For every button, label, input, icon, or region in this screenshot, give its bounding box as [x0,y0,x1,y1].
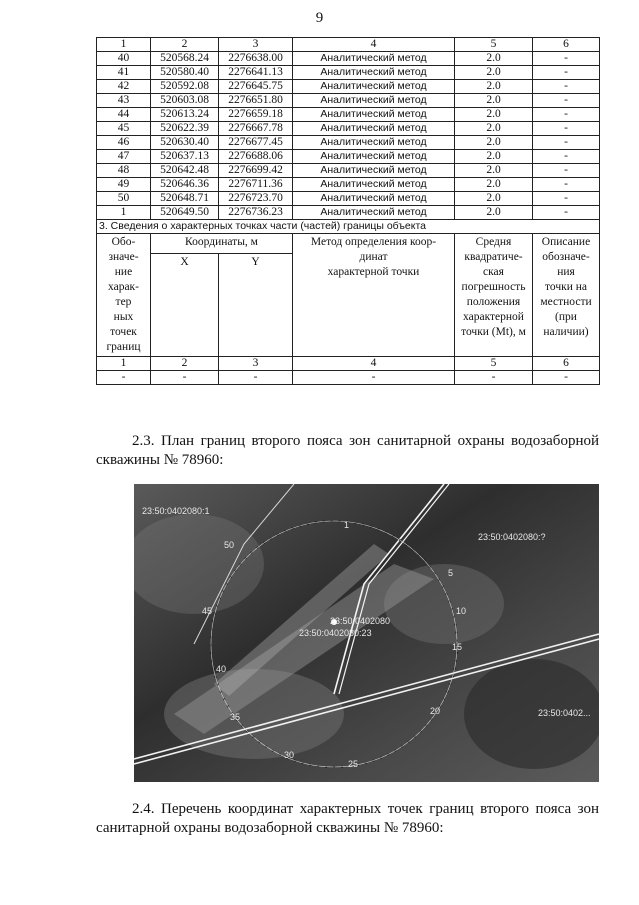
table-row [97,150,600,164]
coordinate-y-cell: 2276711.36 [219,178,293,192]
header-description: Описание обозначе- ния точки на местности (при наличии) [533,234,600,357]
column-number: 3 [219,38,293,52]
point-number-cell: 50 [97,192,151,206]
description-cell: - [533,94,600,108]
point-number-cell: 44 [97,108,151,122]
table-cell: - [293,371,455,385]
error-value-cell: 2.0 [455,136,533,150]
coordinate-y-cell: 2276699.42 [219,164,293,178]
coordinate-x-cell: 520622.39 [151,122,219,136]
table-row [97,94,600,108]
column-number: 5 [455,357,533,371]
parcel-label: 23:50:0402080:23 [299,628,372,638]
error-value-cell: 2.0 [455,108,533,122]
parcel-label: 23:50:0402... [538,708,591,718]
coordinate-y-cell: 2276723.70 [219,192,293,206]
point-number-label: 5 [448,568,454,578]
method-cell: Аналитический метод [293,150,455,164]
method-cell: Аналитический метод [293,52,455,66]
description-cell: - [533,136,600,150]
point-number-label: 10 [456,606,467,616]
coordinate-x-cell: 520613.24 [151,108,219,122]
error-value-cell: 2.0 [455,192,533,206]
column-number: 5 [455,38,533,52]
description-cell: - [533,164,600,178]
coordinate-y-cell: 2276641.13 [219,66,293,80]
point-number-label: 20 [430,706,441,716]
point-number-cell: 42 [97,80,151,94]
paragraph-2-4-text: 2.4. Перечень координат характерных точек границ второго пояса зон санитарной охраны водозаборной скважины № 78960: [96,801,599,836]
point-number-cell: 43 [97,94,151,108]
parcel-label: 23:50:0402080 [330,616,391,626]
coordinate-x-cell: 520580.40 [151,66,219,80]
point-number-label: 40 [216,664,227,674]
parcel-label: 23:50:0402080:1 [142,506,210,516]
header-coordinates: Координаты, м [151,234,293,254]
table-cell: - [455,371,533,385]
method-cell: Аналитический метод [293,178,455,192]
table-row [97,80,600,94]
method-cell: Аналитический метод [293,94,455,108]
point-number-label: 50 [224,540,235,550]
point-number-cell: 48 [97,164,151,178]
point-number-label: 30 [284,750,295,760]
method-cell: Аналитический метод [293,80,455,94]
boundary-plan-map [134,484,599,782]
coordinate-y-cell: 2276645.75 [219,80,293,94]
table-row [97,66,600,80]
point-number-cell: 47 [97,150,151,164]
coordinate-x-cell: 520646.36 [151,178,219,192]
parcel-label: 23:50:0402080:? [478,532,546,542]
column-number: 4 [293,38,455,52]
point-number-label: 15 [452,642,463,652]
table-row [97,192,600,206]
error-value-cell: 2.0 [455,206,533,220]
point-number-cell: 45 [97,122,151,136]
column-number: 4 [293,357,455,371]
coordinate-y-cell: 2276736.23 [219,206,293,220]
coordinate-y-cell: 2276688.06 [219,150,293,164]
coordinate-x-cell: 520592.08 [151,80,219,94]
section-header-row [97,234,600,254]
column-number: 3 [219,357,293,371]
table-cell: - [151,371,219,385]
section-empty-row [97,371,600,385]
point-number-cell: 40 [97,52,151,66]
point-number-label: 1 [344,520,350,530]
table-row [97,122,600,136]
error-value-cell: 2.0 [455,178,533,192]
coordinate-y-cell: 2276638.00 [219,52,293,66]
point-number-label: 35 [230,712,241,722]
method-cell: Аналитический метод [293,192,455,206]
description-cell: - [533,192,600,206]
header-x: X [151,253,219,356]
point-number-label: 45 [202,606,213,616]
coordinate-x-cell: 520648.71 [151,192,219,206]
column-number: 1 [97,357,151,371]
table-row [97,206,600,220]
table-cell: - [219,371,293,385]
column-number: 2 [151,38,219,52]
paragraph-2-3 [96,432,599,470]
error-value-cell: 2.0 [455,94,533,108]
coordinate-y-cell: 2276677.45 [219,136,293,150]
method-cell: Аналитический метод [293,164,455,178]
coordinate-y-cell: 2276659.18 [219,108,293,122]
description-cell: - [533,66,600,80]
error-value-cell: 2.0 [455,164,533,178]
coordinate-y-cell: 2276667.78 [219,122,293,136]
column-number: 2 [151,357,219,371]
error-value-cell: 2.0 [455,66,533,80]
page-number: 9 [315,10,324,26]
column-number: 6 [533,38,600,52]
table-row [97,108,600,122]
point-number-cell: 41 [97,66,151,80]
method-cell: Аналитический метод [293,206,455,220]
table-row [97,178,600,192]
table-cell: - [97,371,151,385]
coordinates-table-body [97,38,600,220]
point-number-cell: 46 [97,136,151,150]
section-title-row [97,220,600,234]
column-number: 1 [97,38,151,52]
coordinate-x-cell: 520568.24 [151,52,219,66]
section3-body [97,220,600,385]
description-cell: - [533,52,600,66]
point-number-cell: 1 [97,206,151,220]
coordinates-table [96,37,600,385]
method-cell: Аналитический метод [293,66,455,80]
coordinate-x-cell: 520630.40 [151,136,219,150]
description-cell: - [533,178,600,192]
error-value-cell: 2.0 [455,150,533,164]
table-row [97,164,600,178]
description-cell: - [533,150,600,164]
method-cell: Аналитический метод [293,108,455,122]
map-image [134,484,599,782]
coordinate-x-cell: 520649.50 [151,206,219,220]
header-y: Y [219,253,293,356]
coordinate-x-cell: 520637.13 [151,150,219,164]
header-error: Средня квадратиче- ская погрешность положения характерной точки (Mt), м [455,234,533,357]
paragraph-2-3-text: 2.3. План границ второго пояса зон санитарной охраны водозаборной скважины № 78960: [96,433,599,468]
method-cell: Аналитический метод [293,122,455,136]
coordinate-x-cell: 520603.08 [151,94,219,108]
header-designation: Обо- значе- ние харак- тер ных точек границ [97,234,151,357]
coordinate-x-cell: 520642.48 [151,164,219,178]
description-cell: - [533,206,600,220]
error-value-cell: 2.0 [455,52,533,66]
column-number: 6 [533,357,600,371]
section-number-row [97,357,600,371]
header-method: Метод определения коор- динат характерной точки [293,234,455,357]
description-cell: - [533,122,600,136]
table-header-row [97,38,600,52]
point-number-label: 25 [348,759,359,769]
error-value-cell: 2.0 [455,80,533,94]
table-row [97,136,600,150]
paragraph-2-4 [96,800,599,838]
coordinate-y-cell: 2276651.80 [219,94,293,108]
description-cell: - [533,108,600,122]
point-number-cell: 49 [97,178,151,192]
description-cell: - [533,80,600,94]
error-value-cell: 2.0 [455,122,533,136]
table-cell: - [533,371,600,385]
table-row [97,52,600,66]
section-title: 3. Сведения о характерных точках части (частей) границы объекта [97,220,600,234]
method-cell: Аналитический метод [293,136,455,150]
